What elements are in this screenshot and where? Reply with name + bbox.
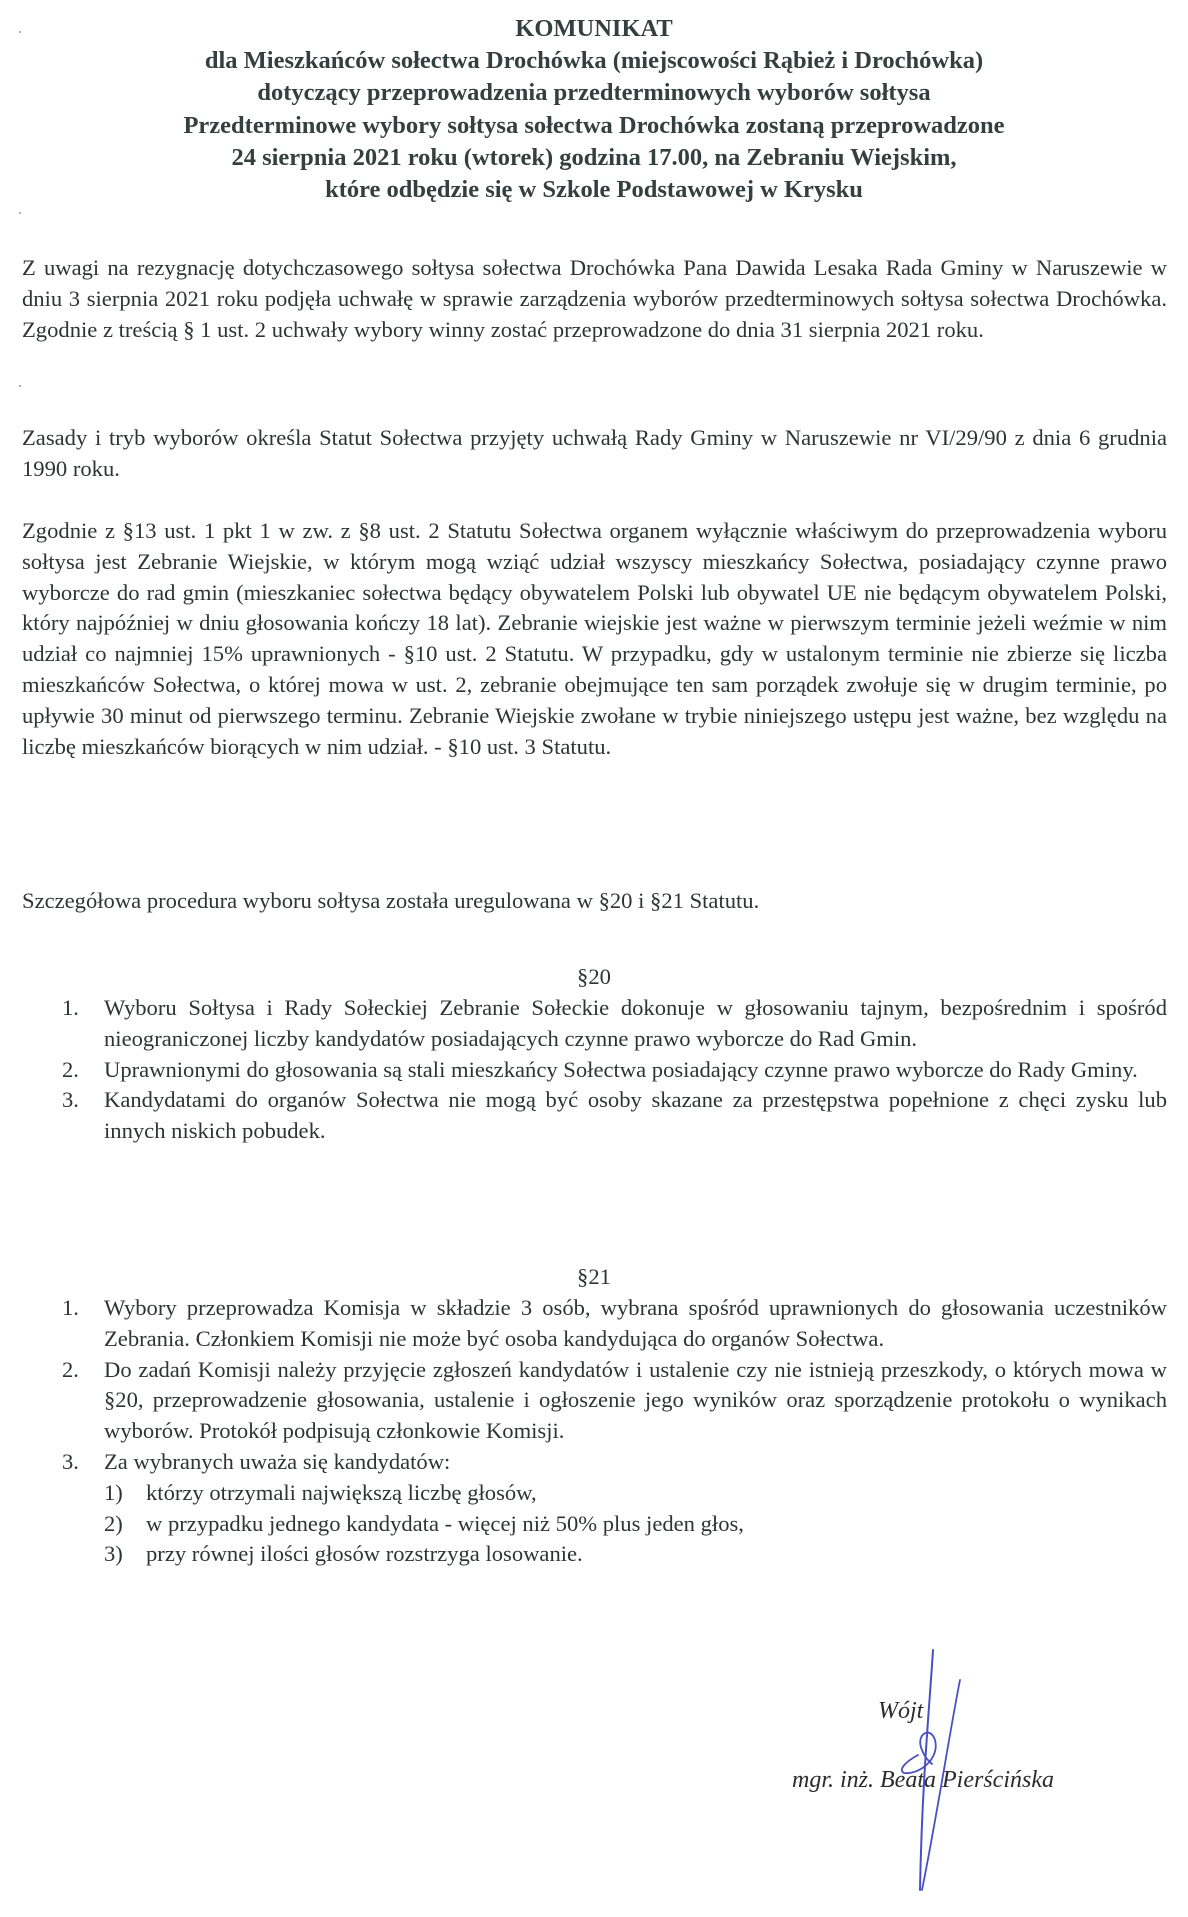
scan-artifact	[19, 212, 21, 214]
scan-artifact	[19, 31, 21, 33]
list-number: 3.	[62, 1087, 79, 1113]
sub-list-item-text: w przypadku jednego kandydata - więcej niż 50% plus jeden głos,	[146, 1510, 744, 1536]
header-line: Przedterminowe wybory sołtysa sołectwa Drochówka zostaną przeprowadzone	[183, 111, 1005, 139]
scan-artifact	[19, 385, 21, 387]
list-item	[60, 1447, 1167, 1478]
announcement-header	[0, 13, 1188, 206]
header-line: 24 sierpnia 2021 roku (wtorek) godzina 17.00, na Zebraniu Wiejskim,	[231, 143, 957, 171]
list-item-text: Wybory przeprowadza Komisja w składzie 3 osób, wybrana spośród uprawnionych do głosowania uczestników Zebrania. Członkiem Komisji nie może być osoba kandydująca do organów Sołectwa.	[104, 1295, 1167, 1351]
list-item-text: Uprawnionymi do głosowania są stali mieszkańcy Sołectwa posiadający czynne prawo wyborcze do Rady Gminy.	[104, 1056, 1138, 1082]
section-20-heading: §20	[577, 964, 611, 989]
sub-list-item	[104, 1509, 1167, 1540]
list-item-text: Za wybranych uważa się kandydatów:	[104, 1448, 451, 1474]
list-number: 1.	[62, 1295, 79, 1320]
signatory-title: Wójt	[878, 1698, 924, 1724]
list-item	[60, 1085, 1167, 1147]
list-item-text: Wyboru Sołtysa i Rady Sołeckiej Zebranie Sołeckie dokonuje w głosowaniu tajnym, bezpośrednim i spośród nieograniczonej liczby kandydatów posiadających czynne prawo wyborcze do Rad Gmin.	[104, 995, 1167, 1051]
section-21-list	[60, 1293, 1167, 1570]
sub-list-number: 3)	[104, 1541, 123, 1567]
header-line: dla Mieszkańców sołectwa Drochówka (miejscowości Rąbież i Drochówka)	[204, 47, 984, 75]
handwritten-signature-icon	[860, 1640, 1000, 1900]
list-item-text: Do zadań Komisji należy przyjęcie zgłoszeń kandydatów i ustalenie czy nie istnieją przeszkody, o których mowa w §20, przeprowadzenie głosowania, ustalenie i ogłoszenie jego wyników oraz sporządzenie protokołu o wynikach wyborów. Protokół podpisują członkowie Komisji.	[104, 1356, 1167, 1444]
paragraph-text: Zgodnie z §13 ust. 1 pkt 1 w zw. z §8 ust. 2 Statutu Sołectwa organem wyłącznie właściwym do przeprowadzenia wyboru sołtysa jest Zebranie Wiejskie, w którym mogą wziąć udział wszyscy mieszkańcy Sołectwa, posiadający czynne prawo wyborcze do rad gmin (mieszkaniec sołectwa będący obywatelem Polski lub obywatel UE nie będącym obywatelem Polski, który najpóźniej w dniu głosowania kończy 18 lat). Zebranie wiejskie jest ważne w pierwszym terminie jeżeli weźmie w nim udział co najmniej 15% uprawnionych - §10 ust. 2 Statutu. W przypadku, gdy w ustalonym terminie nie zbierze się liczba mieszkańców Sołectwa, o której mowa w ust. 2, zebranie obejmujące ten sam porządek zwołuje się w drugim terminie, po upływie 30 minut od pierwszego terminu. Zebranie Wiejskie zwołane w trybie niniejszego ustępu jest ważne, bez względu na liczbę mieszkańców biorących w nim udział. - §10 ust. 3 Statutu.	[22, 518, 1167, 759]
list-number: 2.	[62, 1356, 79, 1382]
sub-list	[60, 1478, 1167, 1570]
section-20-list	[60, 993, 1167, 1147]
list-item	[60, 993, 1167, 1055]
header-line: dotyczący przeprowadzenia przedterminowych wyborów sołtysa	[257, 79, 931, 107]
paragraph-text: Zasady i tryb wyborów określa Statut Sołectwa przyjęty uchwałą Rady Gminy w Naruszewie nr VI/29/90 z dnia 6 grudnia 1990 roku.	[22, 425, 1167, 481]
sub-list-item-text: którzy otrzymali największą liczbę głosów,	[146, 1479, 537, 1505]
list-number: 3.	[62, 1448, 79, 1474]
list-item	[60, 1055, 1167, 1086]
paragraph-resignation	[22, 253, 1167, 345]
section-21-heading: §21	[577, 1264, 611, 1289]
list-item	[60, 1355, 1167, 1447]
header-title: KOMUNIKAT	[515, 15, 673, 42]
paragraph-text: Z uwagi na rezygnację dotychczasowego sołtysa sołectwa Drochówka Pana Dawida Lesaka Rada Gminy w Naruszewie w dniu 3 sierpnia 2021 roku podjęła uchwałę w sprawie zarządzenia wyborów przedterminowych sołtysa sołectwa Drochówka. Zgodnie z treścią § 1 ust. 2 uchwały wybory winny zostać przeprowadzone do dnia 31 sierpnia 2021 roku.	[22, 255, 1167, 342]
list-number: 2.	[62, 1056, 79, 1082]
paragraph-rules	[22, 423, 1167, 485]
sub-list-item	[104, 1539, 1167, 1570]
sub-list-item	[104, 1478, 1167, 1509]
paragraph-text: Szczegółowa procedura wyboru sołtysa została uregulowana w §20 i §21 Statutu.	[22, 888, 760, 913]
sub-list-number: 2)	[104, 1510, 123, 1536]
header-line: które odbędzie się w Szkole Podstawowej w Krysku	[325, 176, 863, 204]
sub-list-number: 1)	[104, 1479, 123, 1505]
sub-list-item-text: przy równej ilości głosów rozstrzyga losowanie.	[146, 1541, 583, 1567]
signatory-name: mgr. inż. Beata Pierścińska	[792, 1767, 1054, 1793]
list-item-text: Kandydatami do organów Sołectwa nie mogą być osoby skazane za przestępstwa popełnione z chęci zysku lub innych niskich pobudek.	[104, 1087, 1167, 1144]
list-item	[60, 1293, 1167, 1355]
list-number: 1.	[62, 995, 79, 1020]
paragraph-statute	[22, 516, 1167, 762]
paragraph-procedure	[22, 886, 1167, 917]
